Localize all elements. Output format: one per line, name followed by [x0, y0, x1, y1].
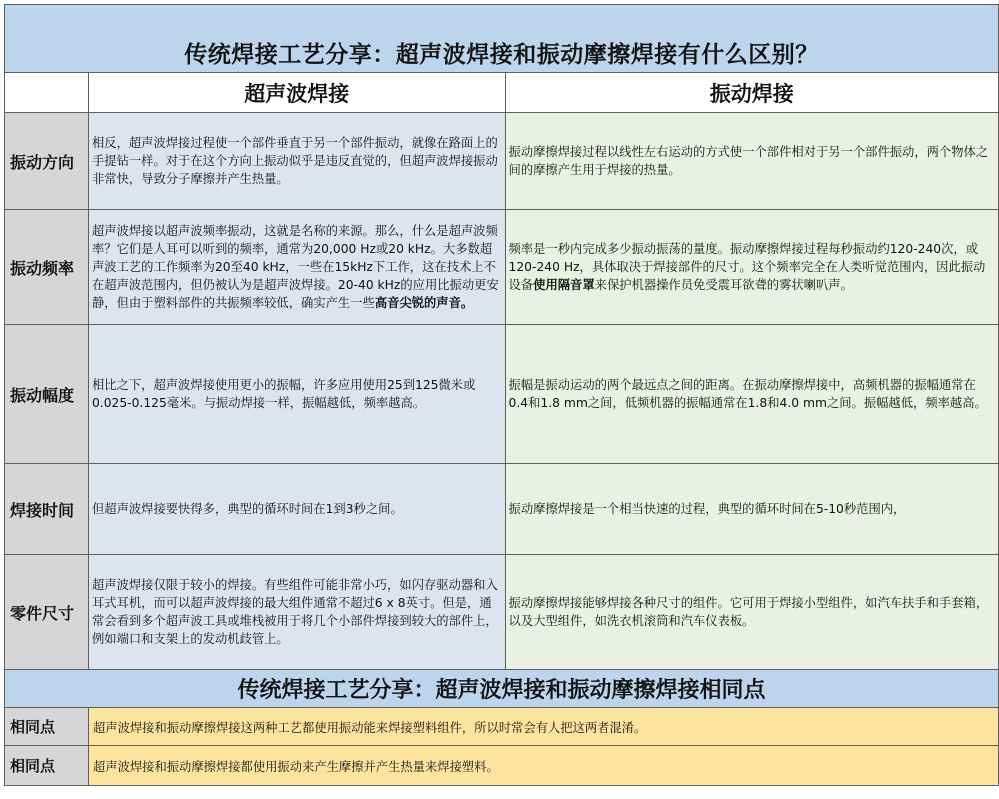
table-row: [5, 325, 999, 464]
vibration-cell-weld-time: 振动摩擦焊接是一个相当快速的过程，典型的循环时间在5-10秒范围内，: [505, 464, 998, 555]
vibration-frequency-emphasis: 使用隔音罩: [533, 278, 595, 292]
ultrasonic-frequency-emphasis: 高音尖锐的声音。: [374, 296, 474, 310]
vibration-cell-frequency: [505, 210, 998, 325]
ultrasonic-cell-weld-time: 但超声波焊接要快得多，典型的循环时间在1到3秒之间。: [88, 464, 505, 555]
column-header-ultrasonic: 超声波焊接: [88, 73, 505, 113]
corner-cell: [5, 73, 89, 113]
similarity-text: 超声波焊接和振动摩擦焊接这两种工艺都使用振动能来焊接塑料组件，所以时常会有人把这两者混淆。: [88, 708, 998, 746]
ultrasonic-cell-amplitude: 相比之下，超声波焊接使用更小的振幅，许多应用使用25到125微米或0.025-0.125毫米。与振动焊接一样，振幅越低，频率越高。: [88, 325, 505, 464]
similarity-label: 相同点: [5, 746, 89, 786]
table-row: [5, 746, 999, 786]
vibration-cell-part-size: 振动摩擦焊接能够焊接各种尺寸的组件。它可用于焊接小型组件，如汽车扶手和手套箱，以及大型组件，如洗衣机滚筒和汽车仪表板。: [505, 555, 998, 670]
table-row: [5, 464, 999, 555]
table-row: [5, 555, 999, 670]
row-label-amplitude: 振动幅度: [5, 325, 89, 464]
table-row: [5, 210, 999, 325]
table-row: [5, 113, 999, 210]
vibration-frequency-text: 频率是一秒内完成多少振动振荡的量度。振动摩擦焊接过程每秒振动约120-240次，或120-240 Hz，具体取决于焊接部件的尺寸。这个频率完全在人类听觉范围内，因此振动设备: [508, 242, 986, 292]
similarity-text: 超声波焊接和振动摩擦焊接都使用振动来产生摩擦并产生热量来焊接塑料。: [88, 746, 998, 786]
row-label-frequency: 振动频率: [5, 210, 89, 325]
similarity-label: 相同点: [5, 708, 89, 746]
column-header-vibration: 振动焊接: [505, 73, 998, 113]
comparison-table: [4, 4, 999, 786]
row-label-part-size: 零件尺寸: [5, 555, 89, 670]
ultrasonic-cell-direction: 相反，超声波焊接过程使一个部件垂直于另一个部件振动，就像在路面上的手提钻一样。对于在这个方向上振动似乎是违反直觉的，但超声波焊接振动非常快，导致分子摩擦并产生热量。: [88, 113, 505, 210]
vibration-frequency-text-end: 来保护机器操作员免受震耳欲聋的雾状喇叭声。: [594, 278, 853, 292]
ultrasonic-frequency-text: 超声波焊接以超声波频率振动，这就是名称的来源。那么，什么是超声波频率？它们是人耳可以听到的频率，通常为20,000 Hz或20 kHz。大多数超声波工艺的工作频率为20至40 kHz，一些在15kHz下工作，这在技术上不在超声波范围内，但仍被认为是超声波焊接。20-40 kHz的应用比振动更安静，但由于塑料部件的共振频率较低，确实产生一些: [91, 224, 499, 310]
vibration-cell-direction: 振动摩擦焊接过程以线性左右运动的方式使一个部件相对于另一个部件振动，两个物体之间的摩擦产生用于焊接的热量。: [505, 113, 998, 210]
page-title: 传统焊接工艺分享：超声波焊接和振动摩擦焊接有什么区别？: [5, 5, 999, 73]
table-row: [5, 708, 999, 746]
ultrasonic-cell-frequency: [88, 210, 505, 325]
similarities-title: 传统焊接工艺分享：超声波焊接和振动摩擦焊接相同点: [5, 670, 999, 708]
row-label-weld-time: 焊接时间: [5, 464, 89, 555]
ultrasonic-cell-part-size: 超声波焊接仅限于较小的焊接。有些组件可能非常小巧，如闪存驱动器和入耳式耳机，而可以超声波焊接的最大组件通常不超过6 x 8英寸。但是，通常会看到多个超声波工具或堆栈被用于将几个小部件焊接到较大的部件上，例如端口和支架上的发动机歧管上。: [88, 555, 505, 670]
row-label-direction: 振动方向: [5, 113, 89, 210]
vibration-cell-amplitude: 振幅是振动运动的两个最远点之间的距离。在振动摩擦焊接中，高频机器的振幅通常在0.4和1.8 mm之间，低频机器的振幅通常在1.8和4.0 mm之间。振幅越低，频率越高。: [505, 325, 998, 464]
